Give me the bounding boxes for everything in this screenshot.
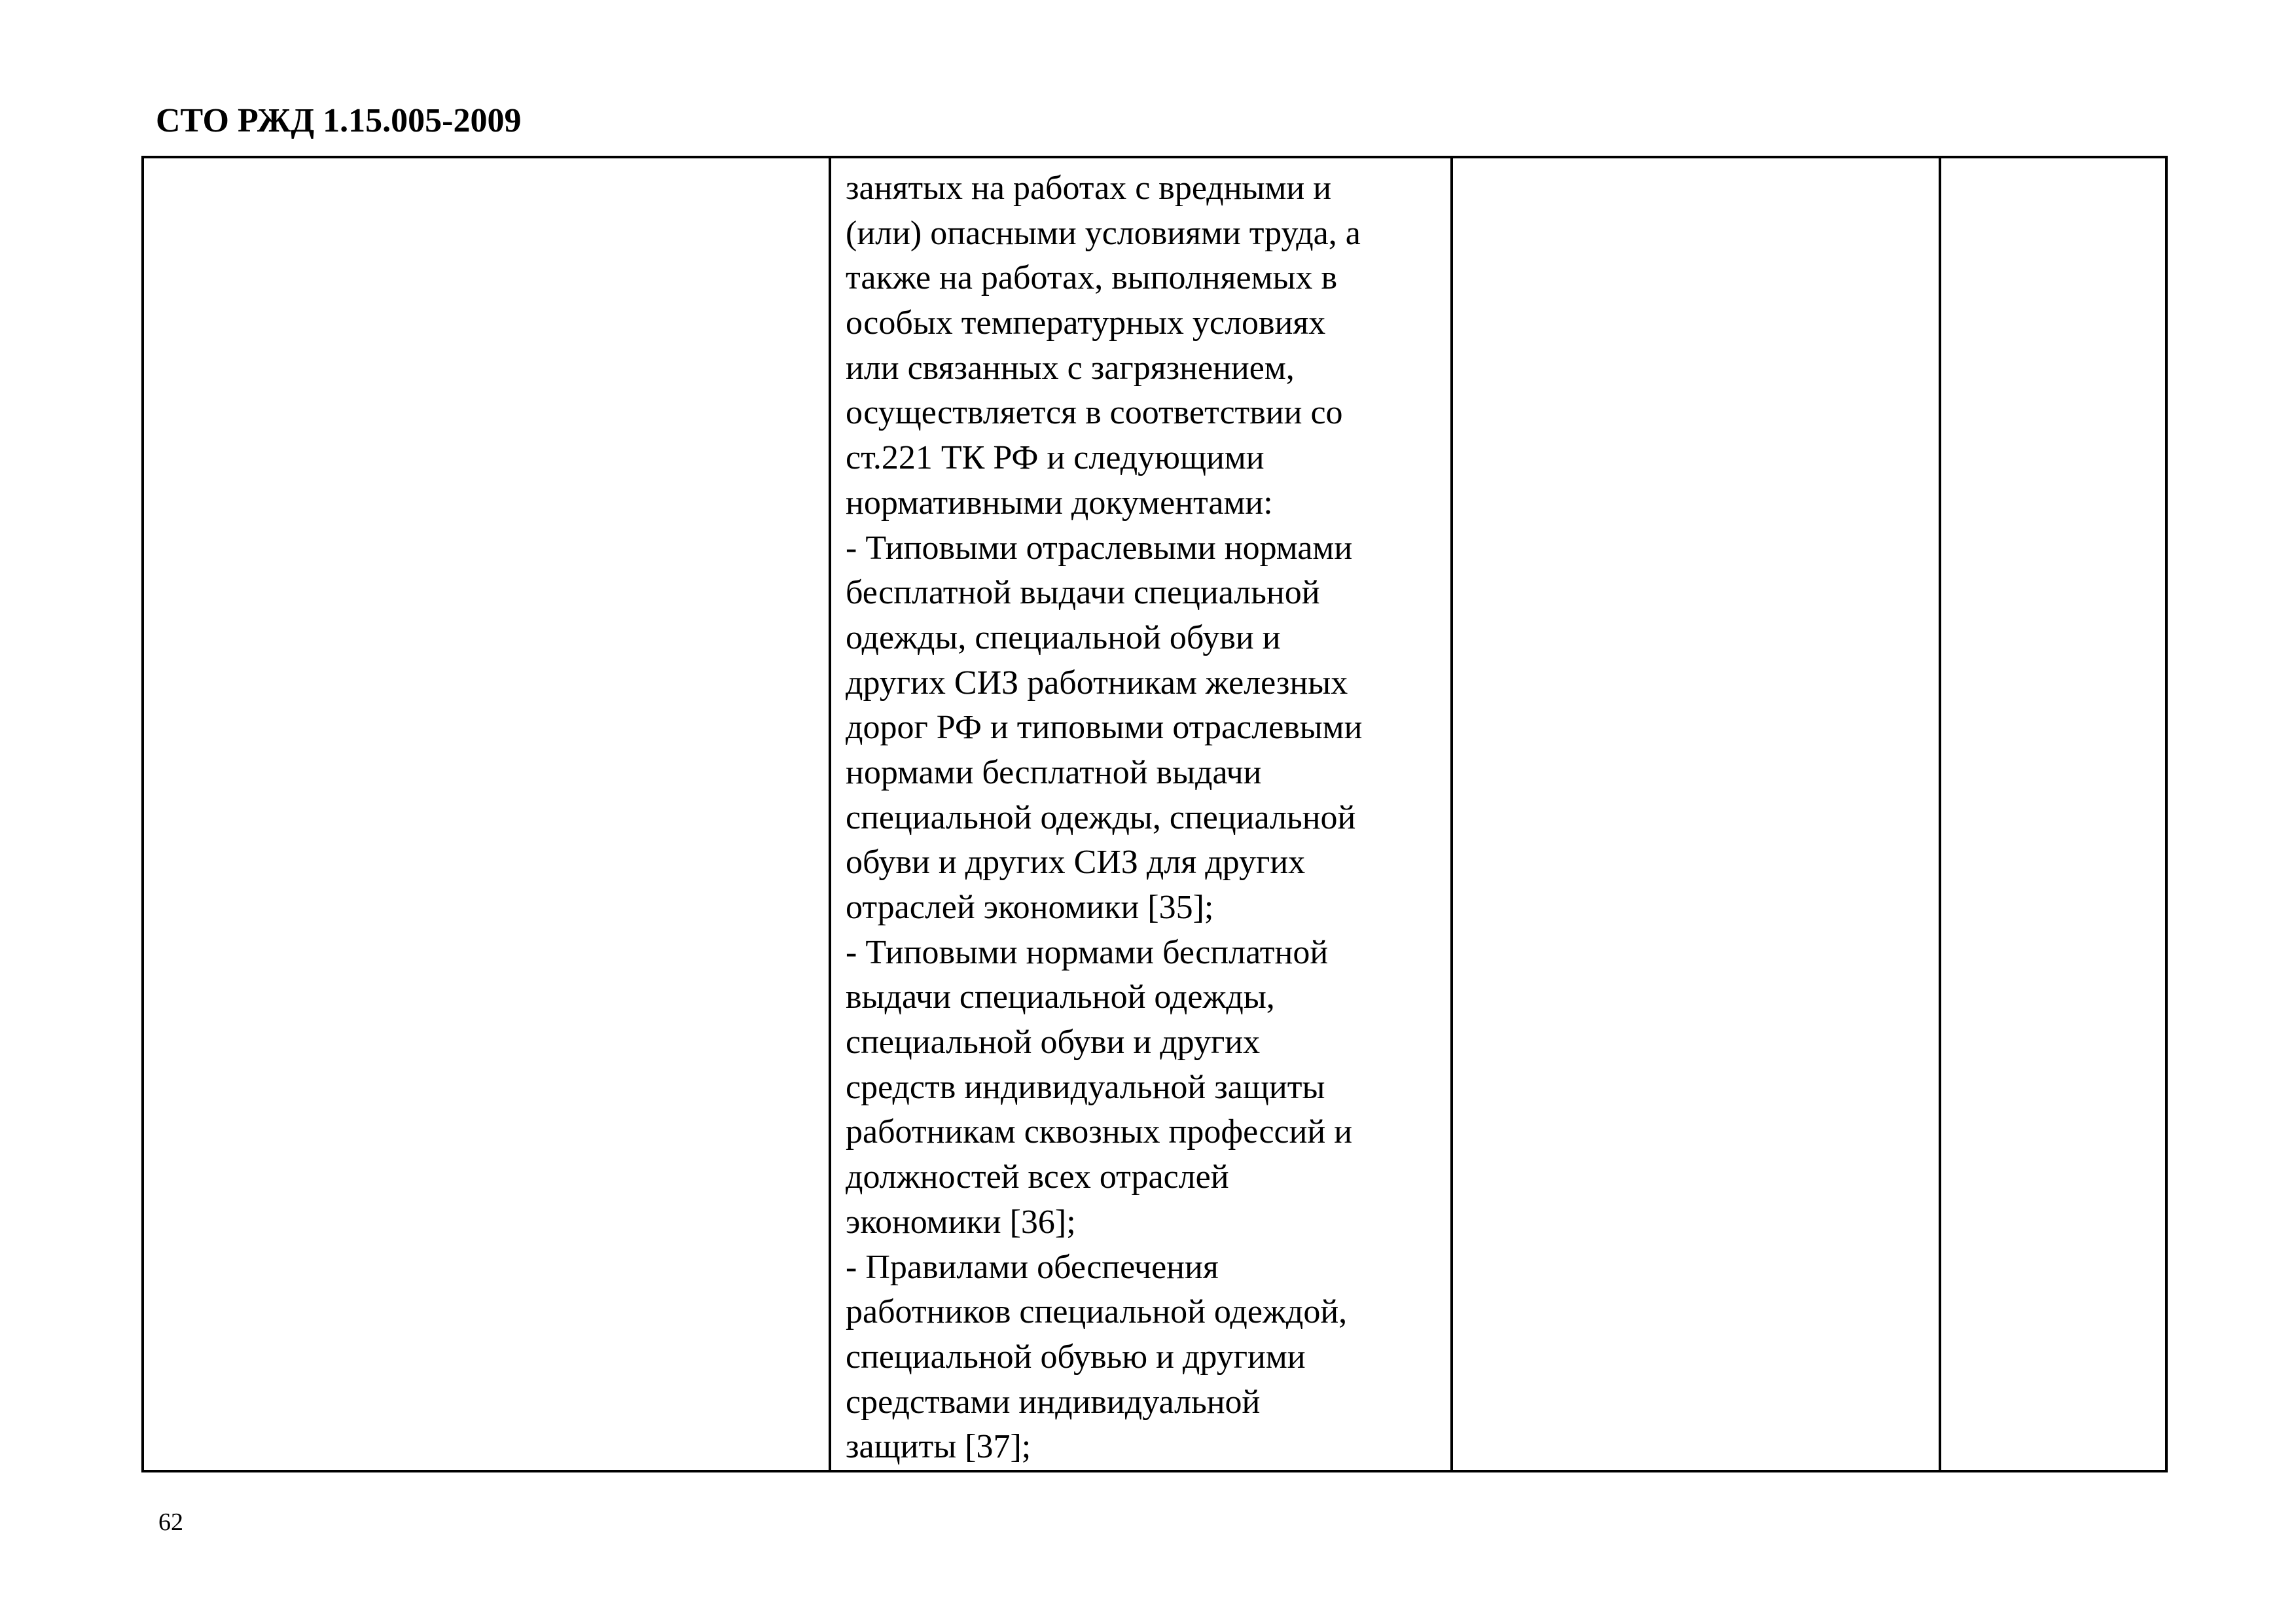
text-line: работникам сквозных профессий и	[846, 1113, 1353, 1151]
text-line: ст.221 ТК РФ и следующими	[846, 439, 1265, 477]
text-line: отраслей экономики [35];	[846, 889, 1214, 926]
text-line: или связанных с загрязнением,	[846, 349, 1295, 387]
text-line: (или) опасными условиями труда, а	[846, 214, 1361, 252]
table-cell-1	[143, 157, 830, 1471]
text-line: специальной обуви и других	[846, 1024, 1261, 1061]
text-line: занятых на работах с вредными и	[846, 169, 1332, 207]
text-line: - Типовыми отраслевыми нормами	[846, 529, 1353, 567]
cell-text-block	[831, 158, 1450, 1470]
text-line: обуви и других СИЗ для других	[846, 844, 1306, 882]
requirements-table	[141, 156, 2168, 1472]
document-header-title: СТО РЖД 1.15.005-2009	[156, 102, 522, 139]
text-line: должностей всех отраслей	[846, 1158, 1229, 1196]
text-line: средствами индивидуальной	[846, 1383, 1261, 1421]
text-line: работников специальной одеждой,	[846, 1293, 1348, 1331]
text-line: бесплатной выдачи специальной	[846, 574, 1320, 612]
text-line: также на работах, выполняемых в	[846, 259, 1338, 297]
text-line: - Типовыми нормами бесплатной	[846, 933, 1329, 971]
text-line: - Правилами обеспечения	[846, 1248, 1219, 1286]
text-line: других СИЗ работникам железных	[846, 664, 1348, 702]
text-line: нормативными документами:	[846, 484, 1273, 522]
text-line: выдачи специальной одежды,	[846, 978, 1275, 1016]
text-line: осуществляется в соответствии со	[846, 394, 1343, 432]
page-number: 62	[158, 1508, 183, 1536]
table-cell-2	[830, 157, 1452, 1471]
text-line: специальной одежды, специальной	[846, 798, 1356, 836]
text-line: специальной обувью и другими	[846, 1338, 1306, 1376]
text-line: одежды, специальной обуви и	[846, 618, 1281, 656]
text-line: экономики [36];	[846, 1203, 1076, 1241]
text-line: средств индивидуальной защиты	[846, 1068, 1325, 1106]
table-row	[143, 157, 2166, 1471]
table-cell-4	[1940, 157, 2166, 1471]
text-line: особых температурных условиях	[846, 304, 1326, 342]
text-line: защиты [37];	[846, 1428, 1031, 1466]
table-cell-3	[1452, 157, 1940, 1471]
text-line: нормами бесплатной выдачи	[846, 753, 1262, 791]
text-line: дорог РФ и типовыми отраслевыми	[846, 709, 1363, 747]
